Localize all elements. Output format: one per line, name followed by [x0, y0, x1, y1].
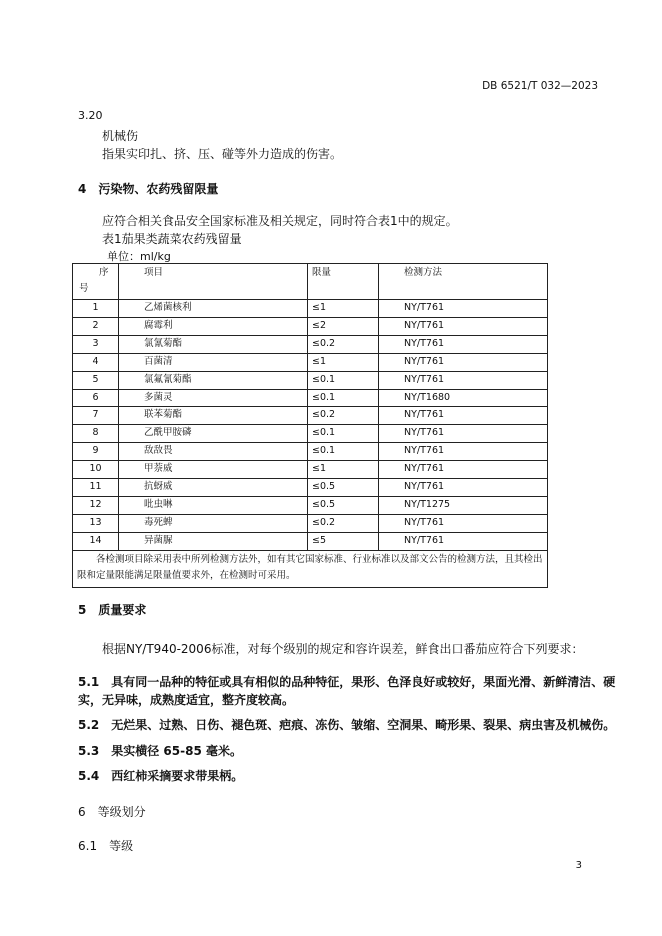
table-note-row — [73, 550, 548, 587]
row-seq: 10 — [73, 461, 119, 479]
row-limit: ≤0.5 — [308, 496, 379, 514]
table-header-row — [73, 264, 548, 300]
table-row — [73, 407, 548, 425]
document-code-header: DB 6521/T 032—2023 — [482, 80, 598, 92]
row-method: NY/T761 — [379, 353, 548, 371]
clause-5-4: 5.4 西红柿采摘要求带果柄。 — [78, 769, 244, 783]
row-item: 甲萘威 — [119, 461, 308, 479]
term-title: 机械伤 — [102, 129, 139, 143]
row-item: 氯氟氰菊酯 — [119, 371, 308, 389]
row-limit: ≤0.1 — [308, 443, 379, 461]
row-limit: ≤0.5 — [308, 479, 379, 497]
row-limit: ≤5 — [308, 532, 379, 550]
row-method: NY/T761 — [379, 371, 548, 389]
row-item: 抗蚜威 — [119, 479, 308, 497]
row-seq: 7 — [73, 407, 119, 425]
row-limit: ≤0.2 — [308, 407, 379, 425]
table-row — [73, 389, 548, 407]
row-item: 氯氰菊酯 — [119, 335, 308, 353]
table-row — [73, 371, 548, 389]
row-item: 异菌脲 — [119, 532, 308, 550]
row-seq: 2 — [73, 317, 119, 335]
row-seq: 14 — [73, 532, 119, 550]
header-seq: 序 号 — [73, 264, 119, 300]
table-row — [73, 353, 548, 371]
row-seq: 11 — [73, 479, 119, 497]
row-item: 乙酰甲胺磷 — [119, 425, 308, 443]
row-limit: ≤0.1 — [308, 389, 379, 407]
clause-5-1-line2: 实，无异味，成熟度适宜，整齐度较高。 — [78, 693, 295, 707]
row-item: 毒死蜱 — [119, 514, 308, 532]
row-method: NY/T761 — [379, 532, 548, 550]
table-row — [73, 479, 548, 497]
clause-5-2: 5.2 无烂果、过熟、日伤、褪色斑、疤痕、冻伤、皱缩、空洞果、畸形果、裂果、病虫害及机械伤。 — [78, 718, 616, 732]
row-method: NY/T1680 — [379, 389, 548, 407]
row-method: NY/T761 — [379, 407, 548, 425]
row-item: 乙烯菌核利 — [119, 300, 308, 318]
row-limit: ≤2 — [308, 317, 379, 335]
row-item: 吡虫啉 — [119, 496, 308, 514]
row-seq: 1 — [73, 300, 119, 318]
row-seq: 13 — [73, 514, 119, 532]
table-row — [73, 532, 548, 550]
row-seq: 6 — [73, 389, 119, 407]
row-seq: 3 — [73, 335, 119, 353]
section-4-heading: 4 污染物、农药残留限量 — [78, 182, 219, 196]
row-item: 敌敌畏 — [119, 443, 308, 461]
section-5-intro: 根据NY/T940-2006标准，对每个级别的规定和容许误差，鲜食出口番茄应符合下列要求： — [102, 642, 584, 656]
table-row — [73, 335, 548, 353]
row-method: NY/T761 — [379, 300, 548, 318]
pesticide-residue-table — [72, 263, 548, 588]
row-method: NY/T761 — [379, 443, 548, 461]
table-row — [73, 317, 548, 335]
clause-5-1-line1: 5.1 具有同一品种的特征或具有相似的品种特征，果形、色泽良好或较好，果面光滑、新鲜清洁、硬 — [78, 675, 616, 689]
row-limit: ≤1 — [308, 353, 379, 371]
table-row — [73, 461, 548, 479]
row-limit: ≤0.2 — [308, 335, 379, 353]
table-title: 表1茄果类蔬菜农药残留量 — [102, 232, 242, 246]
row-item: 百菌清 — [119, 353, 308, 371]
row-limit: ≤1 — [308, 461, 379, 479]
table-note: 各检测项目除采用表中所列检测方法外，如有其它国家标准、行业标准以及部文公告的检测方法，且其检出限和定量限能满足限量值要求外，在检测时可采用。 — [73, 550, 548, 587]
table-row — [73, 496, 548, 514]
row-method: NY/T761 — [379, 425, 548, 443]
page-number: 3 — [575, 860, 582, 871]
row-limit: ≤0.2 — [308, 514, 379, 532]
section-5-heading: 5 质量要求 — [78, 603, 147, 617]
clause-number: 3.20 — [78, 109, 103, 122]
row-seq: 5 — [73, 371, 119, 389]
table-unit: 单位：ml/kg — [107, 250, 171, 263]
section-4-intro: 应符合相关食品安全国家标准及相关规定，同时符合表1中的规定。 — [102, 214, 458, 228]
row-method: NY/T761 — [379, 317, 548, 335]
row-seq: 8 — [73, 425, 119, 443]
row-limit: ≤0.1 — [308, 425, 379, 443]
header-item: 项目 — [119, 264, 308, 300]
table-row — [73, 300, 548, 318]
row-seq: 12 — [73, 496, 119, 514]
row-seq: 4 — [73, 353, 119, 371]
row-method: NY/T1275 — [379, 496, 548, 514]
row-limit: ≤0.1 — [308, 371, 379, 389]
row-item: 联苯菊酯 — [119, 407, 308, 425]
header-method: 检测方法 — [379, 264, 548, 300]
row-method: NY/T761 — [379, 461, 548, 479]
row-method: NY/T761 — [379, 479, 548, 497]
row-item: 腐霉利 — [119, 317, 308, 335]
row-item: 多菌灵 — [119, 389, 308, 407]
term-definition: 指果实印扎、挤、压、碰等外力造成的伤害。 — [102, 147, 343, 161]
clause-6-1: 6.1 等级 — [78, 839, 134, 853]
row-seq: 9 — [73, 443, 119, 461]
table-row — [73, 425, 548, 443]
section-6-heading: 6 等级划分 — [78, 805, 146, 819]
table-row — [73, 514, 548, 532]
row-limit: ≤1 — [308, 300, 379, 318]
row-method: NY/T761 — [379, 335, 548, 353]
row-method: NY/T761 — [379, 514, 548, 532]
table-row — [73, 443, 548, 461]
clause-5-3: 5.3 果实横径 65-85 毫米。 — [78, 744, 242, 758]
header-limit: 限量 — [308, 264, 379, 300]
